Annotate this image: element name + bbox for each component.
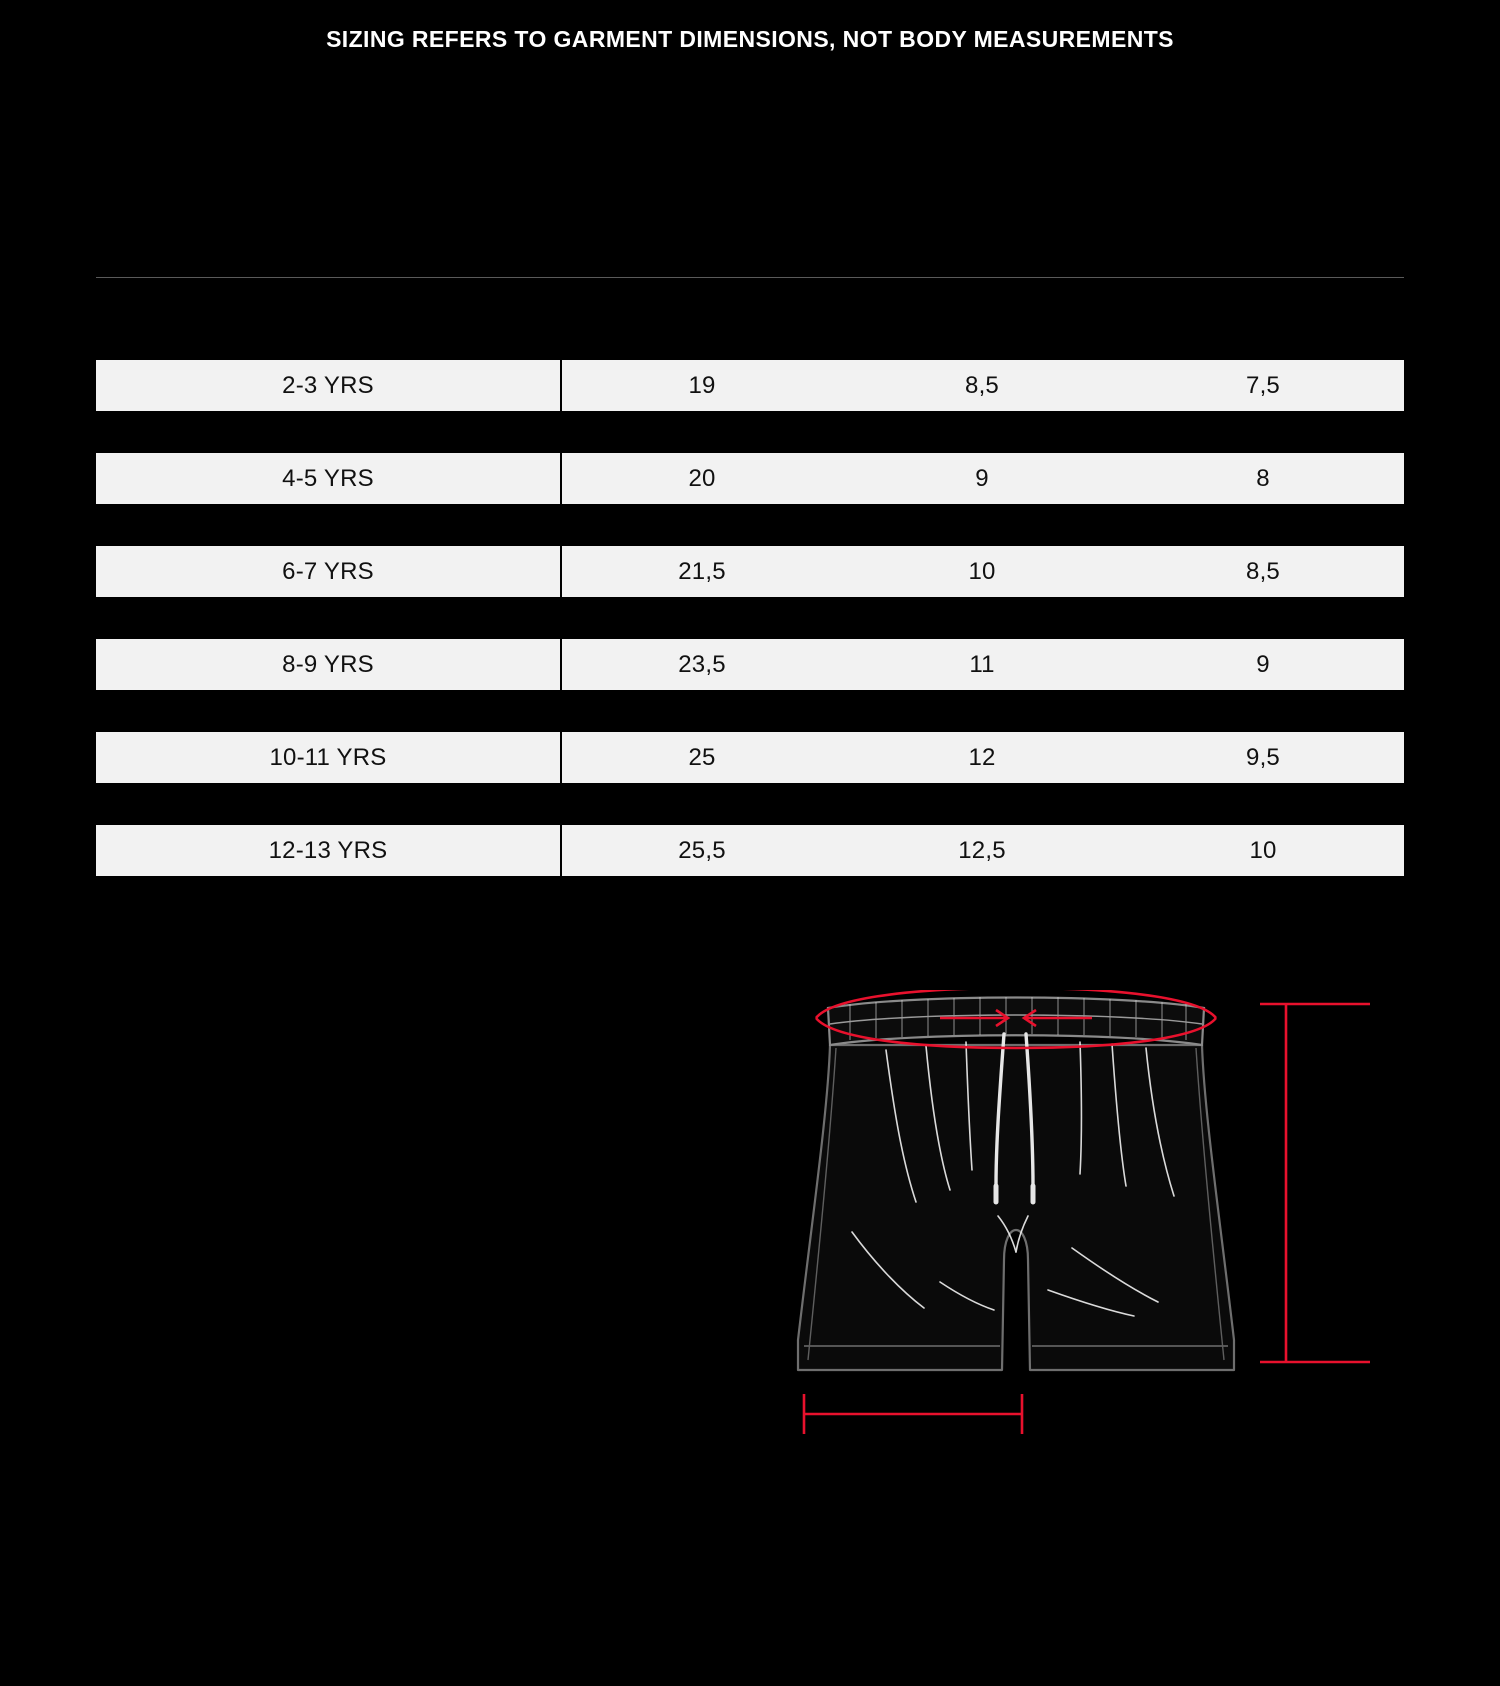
cell-inseam: 8,5 (842, 360, 1122, 411)
cell-length: 7,5 (1122, 360, 1404, 411)
cell-size: 2-3 YRS (96, 360, 562, 411)
page-title: SIZING REFERS TO GARMENT DIMENSIONS, NOT BODY MEASUREMENTS (326, 26, 1174, 52)
shorts-diagram (790, 990, 1370, 1590)
cell-inseam: 12 (842, 732, 1122, 783)
cell-size: 4-5 YRS (96, 453, 562, 504)
cell-size: 12-13 YRS (96, 825, 562, 876)
cell-length: 10 (1122, 825, 1404, 876)
table-row (96, 732, 1404, 783)
cell-length: 8 (1122, 453, 1404, 504)
cell-size: 10-11 YRS (96, 732, 562, 783)
cell-waist: 25 (562, 732, 842, 783)
table-row (96, 546, 1404, 597)
cell-waist: 23,5 (562, 639, 842, 690)
cell-size: 8-9 YRS (96, 639, 562, 690)
cell-length: 9 (1122, 639, 1404, 690)
cell-waist: 19 (562, 360, 842, 411)
table-row (96, 825, 1404, 876)
cell-inseam: 10 (842, 546, 1122, 597)
cell-length: 9,5 (1122, 732, 1404, 783)
cell-waist: 21,5 (562, 546, 842, 597)
cell-waist: 20 (562, 453, 842, 504)
cell-size: 6-7 YRS (96, 546, 562, 597)
cell-waist: 25,5 (562, 825, 842, 876)
divider (96, 277, 1404, 278)
cell-inseam: 9 (842, 453, 1122, 504)
cell-inseam: 11 (842, 639, 1122, 690)
cell-length: 8,5 (1122, 546, 1404, 597)
cell-inseam: 12,5 (842, 825, 1122, 876)
size-table (96, 360, 1404, 876)
table-row (96, 639, 1404, 690)
table-row (96, 453, 1404, 504)
table-row (96, 360, 1404, 411)
